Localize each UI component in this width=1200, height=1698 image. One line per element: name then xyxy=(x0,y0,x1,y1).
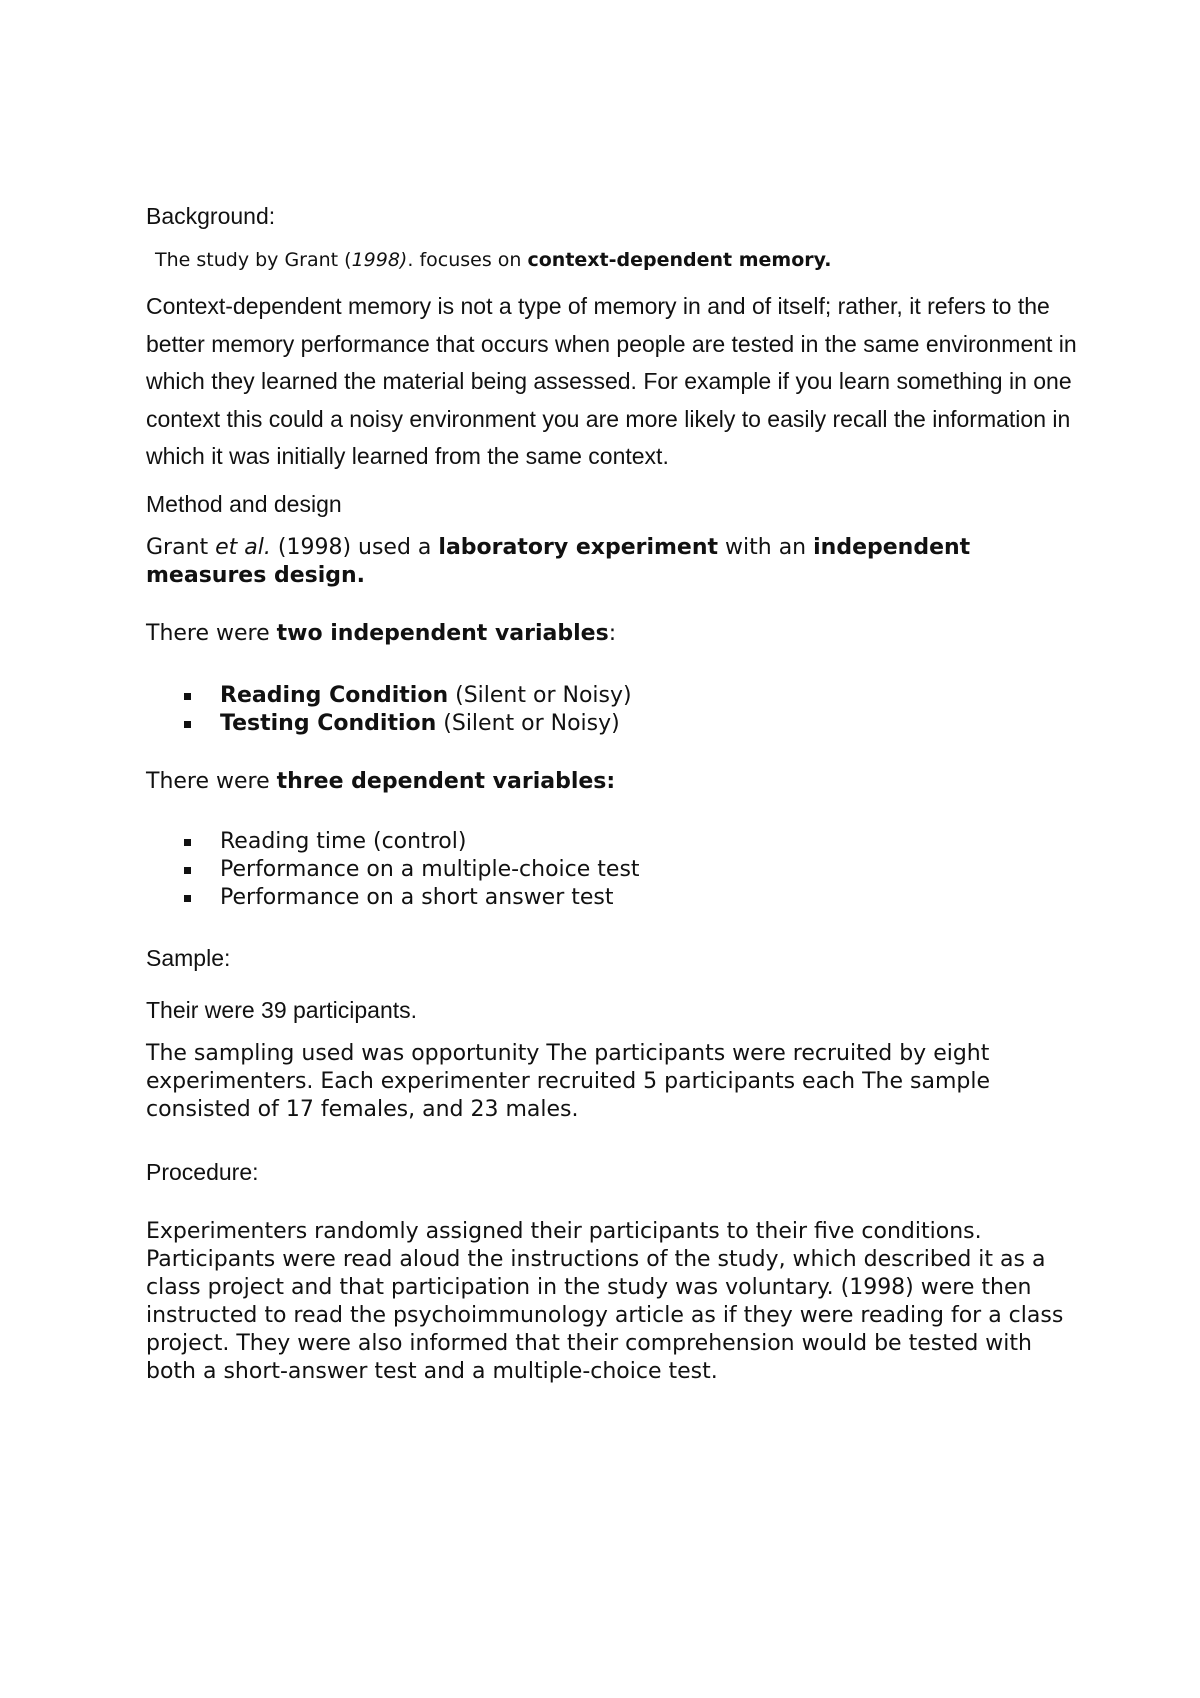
design-text-3: with an xyxy=(718,534,814,560)
bullet-icon xyxy=(184,895,191,902)
iv-intro xyxy=(146,620,1086,648)
list-item xyxy=(146,856,1086,884)
procedure-paragraph: Experimenters randomly assigned their participants to their five conditions. Participants were read aloud the instructions of the study, which described it as a class project and that participation in the study was voluntary. (1998) were then instructed to read the psychoimmunology article as if they were reading for a class project. They were also informed that their comprehension would be tested with both a short-answer test and a multiple-choice test. xyxy=(146,1218,1064,1384)
design-text-2: (1998) used a xyxy=(270,534,439,560)
bullet-icon xyxy=(184,839,191,846)
sample-participants: Their were 39 participants. xyxy=(146,996,418,1023)
list-item xyxy=(146,710,1086,738)
dv-item-text: Performance on a short answer test xyxy=(220,884,614,910)
intro-bold-term: context-dependent memory. xyxy=(527,249,832,271)
iv-intro-bold: two independent variables xyxy=(276,620,609,646)
method-design-paragraph xyxy=(146,534,1086,590)
dv-intro xyxy=(146,768,1086,796)
sample-paragraph: The sampling used was opportunity The participants were recruited by eight experimenters. Each experimenter recruited 5 participants each The sample consisted of 17 females, and 23 males. xyxy=(146,1040,990,1122)
intro-year: 1998) xyxy=(351,249,408,271)
list-item xyxy=(146,828,1086,856)
background-paragraph: Context-dependent memory is not a type of memory in and of itself; rather, it refers to the better memory performance that occurs when people are tested in the same environment in which they learned the material being assessed. For example if you learn something in one context this could a noisy environment you are more likely to easily recall the information in which it was initially learned from the same context. xyxy=(146,293,1077,469)
intro-text-2: . focuses on xyxy=(407,249,528,271)
background-intro xyxy=(146,246,1086,274)
iv-list xyxy=(146,682,1086,738)
iv-intro-text-1: There were xyxy=(146,620,277,646)
bullet-icon xyxy=(184,867,191,874)
design-etal: et al. xyxy=(215,534,271,560)
design-text-1: Grant xyxy=(146,534,216,560)
iv-item-bold: Testing Condition xyxy=(220,710,437,736)
method-heading: Method and design xyxy=(146,490,342,517)
iv-item-bold: Reading Condition xyxy=(220,682,449,708)
iv-item-rest: (Silent or Noisy) xyxy=(448,682,632,708)
dv-intro-bold: three dependent variables: xyxy=(276,768,616,794)
bullet-icon xyxy=(184,721,191,728)
document-body xyxy=(146,200,1086,1386)
list-item xyxy=(146,682,1086,710)
bullet-icon xyxy=(184,693,191,700)
iv-intro-text-2: : xyxy=(608,620,617,646)
dv-item-text: Performance on a multiple-choice test xyxy=(220,856,640,882)
iv-item-rest: (Silent or Noisy) xyxy=(436,710,620,736)
design-bold-measures: independent measures design. xyxy=(146,534,971,588)
procedure-heading: Procedure: xyxy=(146,1158,259,1185)
background-heading: Background: xyxy=(146,203,276,229)
dv-intro-text-1: There were xyxy=(146,768,277,794)
intro-text-1: The study by Grant ( xyxy=(155,249,352,271)
list-item xyxy=(146,884,1086,912)
design-bold-lab: laboratory experiment xyxy=(438,534,719,560)
dv-list xyxy=(146,828,1086,912)
dv-item-text: Reading time (control) xyxy=(220,828,467,854)
sample-heading: Sample: xyxy=(146,944,231,971)
